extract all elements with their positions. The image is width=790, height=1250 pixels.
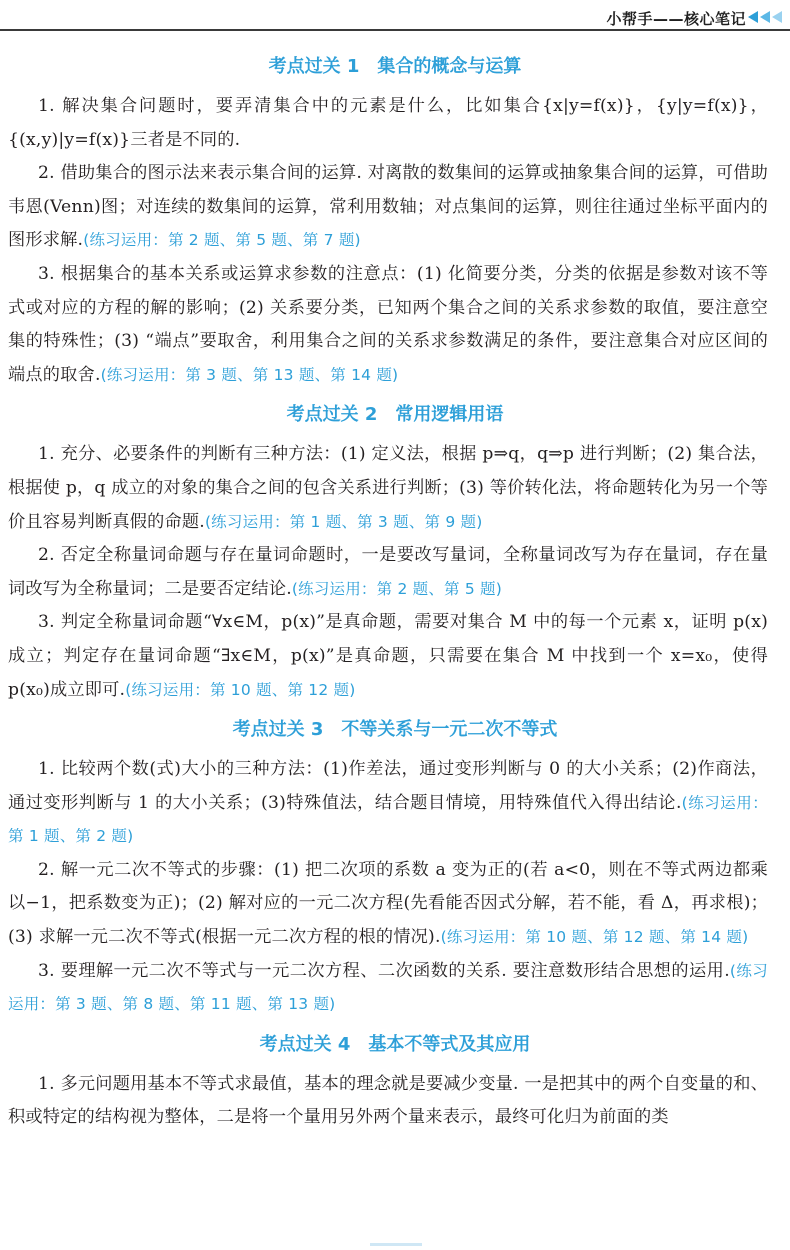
note-text: 2. 否定全称量词命题与存在量词命题时，一是要改写量词，全称量词改写为存在量词，存在量词改写为全称量词；二是要否定结论. [8, 545, 768, 599]
practice-reference: (练习运用：第 1 题、第 2 题) [8, 793, 769, 846]
practice-reference: (练习运用：第 2 题、第 5 题) [291, 579, 503, 598]
arrow-left-icons [748, 10, 784, 24]
note-paragraph [8, 1068, 768, 1135]
section-3 [0, 715, 790, 1022]
header-rule [0, 29, 790, 31]
note-text: 1. 比较两个数(式)大小的三种方法：(1)作差法，通过变形判断与 0 的大小关系；(2)作商法，通过变形判断与 1 的大小关系；(3)特殊值法，结合题目情境，用特殊值代入得出结论. [8, 759, 768, 813]
note-text: 2. 解一元二次不等式的步骤：(1) 把二次项的系数 a 变为正的(若 a<0，则在不等式两边都乘以−1，把系数变为正)；(2) 解对应的一元二次方程(先看能否因式分解，若不能，看 Δ，再求根)；(3) 求解一元二次不等式(根据一元二次方程的根的情况). [8, 859, 768, 948]
practice-reference: (练习运用：第 1 题、第 3 题、第 9 题) [204, 512, 483, 531]
section-title: 考点过关 4 基本不等式及其应用 [259, 1033, 531, 1055]
note-text: 3. 判定全称量词命题“∀x∈M，p(x)”是真命题，需要对集合 M 中的每一个元素 x，证明 p(x)成立；判定存在量词命题“∃x∈M，p(x)”是真命题，只需要在集合 M 中找到一个 x=x₀，使得 p(x₀)成立即可. [8, 612, 768, 700]
note-text: 2. 借助集合的图示法来表示集合间的运算. 对离散的数集间的运算或抽象集合间的运算，可借助韦恩(Venn)图；对连续的数集间的运算，常利用数轴；对点集间的运算，则往往通过坐标平面内的图形求解. [8, 163, 768, 251]
note-paragraph [8, 90, 768, 157]
practice-reference: (练习运用：第 10 题、第 12 题) [125, 680, 356, 699]
section-title: 考点过关 3 不等关系与一元二次不等式 [232, 719, 558, 741]
footer-mark [370, 1243, 422, 1246]
practice-reference: (练习运用：第 10 题、第 12 题、第 14 题) [440, 928, 749, 947]
section-2 [0, 400, 790, 707]
note-paragraph [8, 955, 768, 1022]
note-paragraph [8, 854, 768, 955]
section-title: 考点过关 1 集合的概念与运算 [268, 56, 522, 77]
page-header [0, 0, 790, 30]
section-4 [0, 1030, 790, 1135]
practice-reference: (练习运用：第 2 题、第 5 题、第 7 题) [83, 231, 361, 250]
note-text: 3. 根据集合的基本关系或运算求参数的注意点：(1) 化简要分类，分类的依据是参数对该不等式或对应的方程的解的影响；(2) 关系要分类，已知两个集合之间的关系求参数的取值，要注意空集的特殊性；(3) “端点”要取舍，利用集合之间的关系求参数满足的条件，要注意集合对应区间的端点的取舍. [8, 263, 768, 385]
practice-reference: (练习运用：第 3 题、第 8 题、第 11 题、第 13 题) [8, 961, 768, 1014]
note-paragraph [8, 753, 768, 854]
note-text: 3. 要理解一元二次不等式与一元二次方程、二次函数的关系. 要注意数形结合思想的运用. [38, 960, 730, 981]
note-paragraph [8, 438, 768, 539]
page-body [0, 44, 790, 1135]
note-paragraph [8, 539, 768, 606]
note-text: 1. 多元问题用基本不等式求最值，基本的理念就是要减少变量. 一是把其中的两个自变量的和、积或特定的结构视为整体，二是将一个量用另外两个量来表示，最终可化归为前面的类 [8, 1073, 768, 1128]
section-title: 考点过关 2 常用逻辑用语 [286, 404, 504, 426]
practice-reference: (练习运用：第 3 题、第 13 题、第 14 题) [100, 365, 399, 384]
note-paragraph [8, 157, 768, 258]
running-header-title: 小帮手——核心笔记 [606, 10, 746, 28]
note-text: 1. 充分、必要条件的判断有三种方法：(1) 定义法，根据 p⇒q，q⇒p 进行判断；(2) 集合法，根据使 p，q 成立的对象的集合之间的包含关系进行判断；(3) 等价转化法，将命题转化为另一个等价且容易判断真假的命题. [8, 444, 768, 532]
note-paragraph [8, 258, 768, 392]
section-1 [0, 52, 790, 392]
note-text: 1. 解决集合问题时，要弄清集合中的元素是什么，比如集合{x|y=f(x)}，{y|y=f(x)}，{(x,y)|y=f(x)}三者是不同的. [8, 96, 768, 150]
note-paragraph [8, 606, 768, 707]
